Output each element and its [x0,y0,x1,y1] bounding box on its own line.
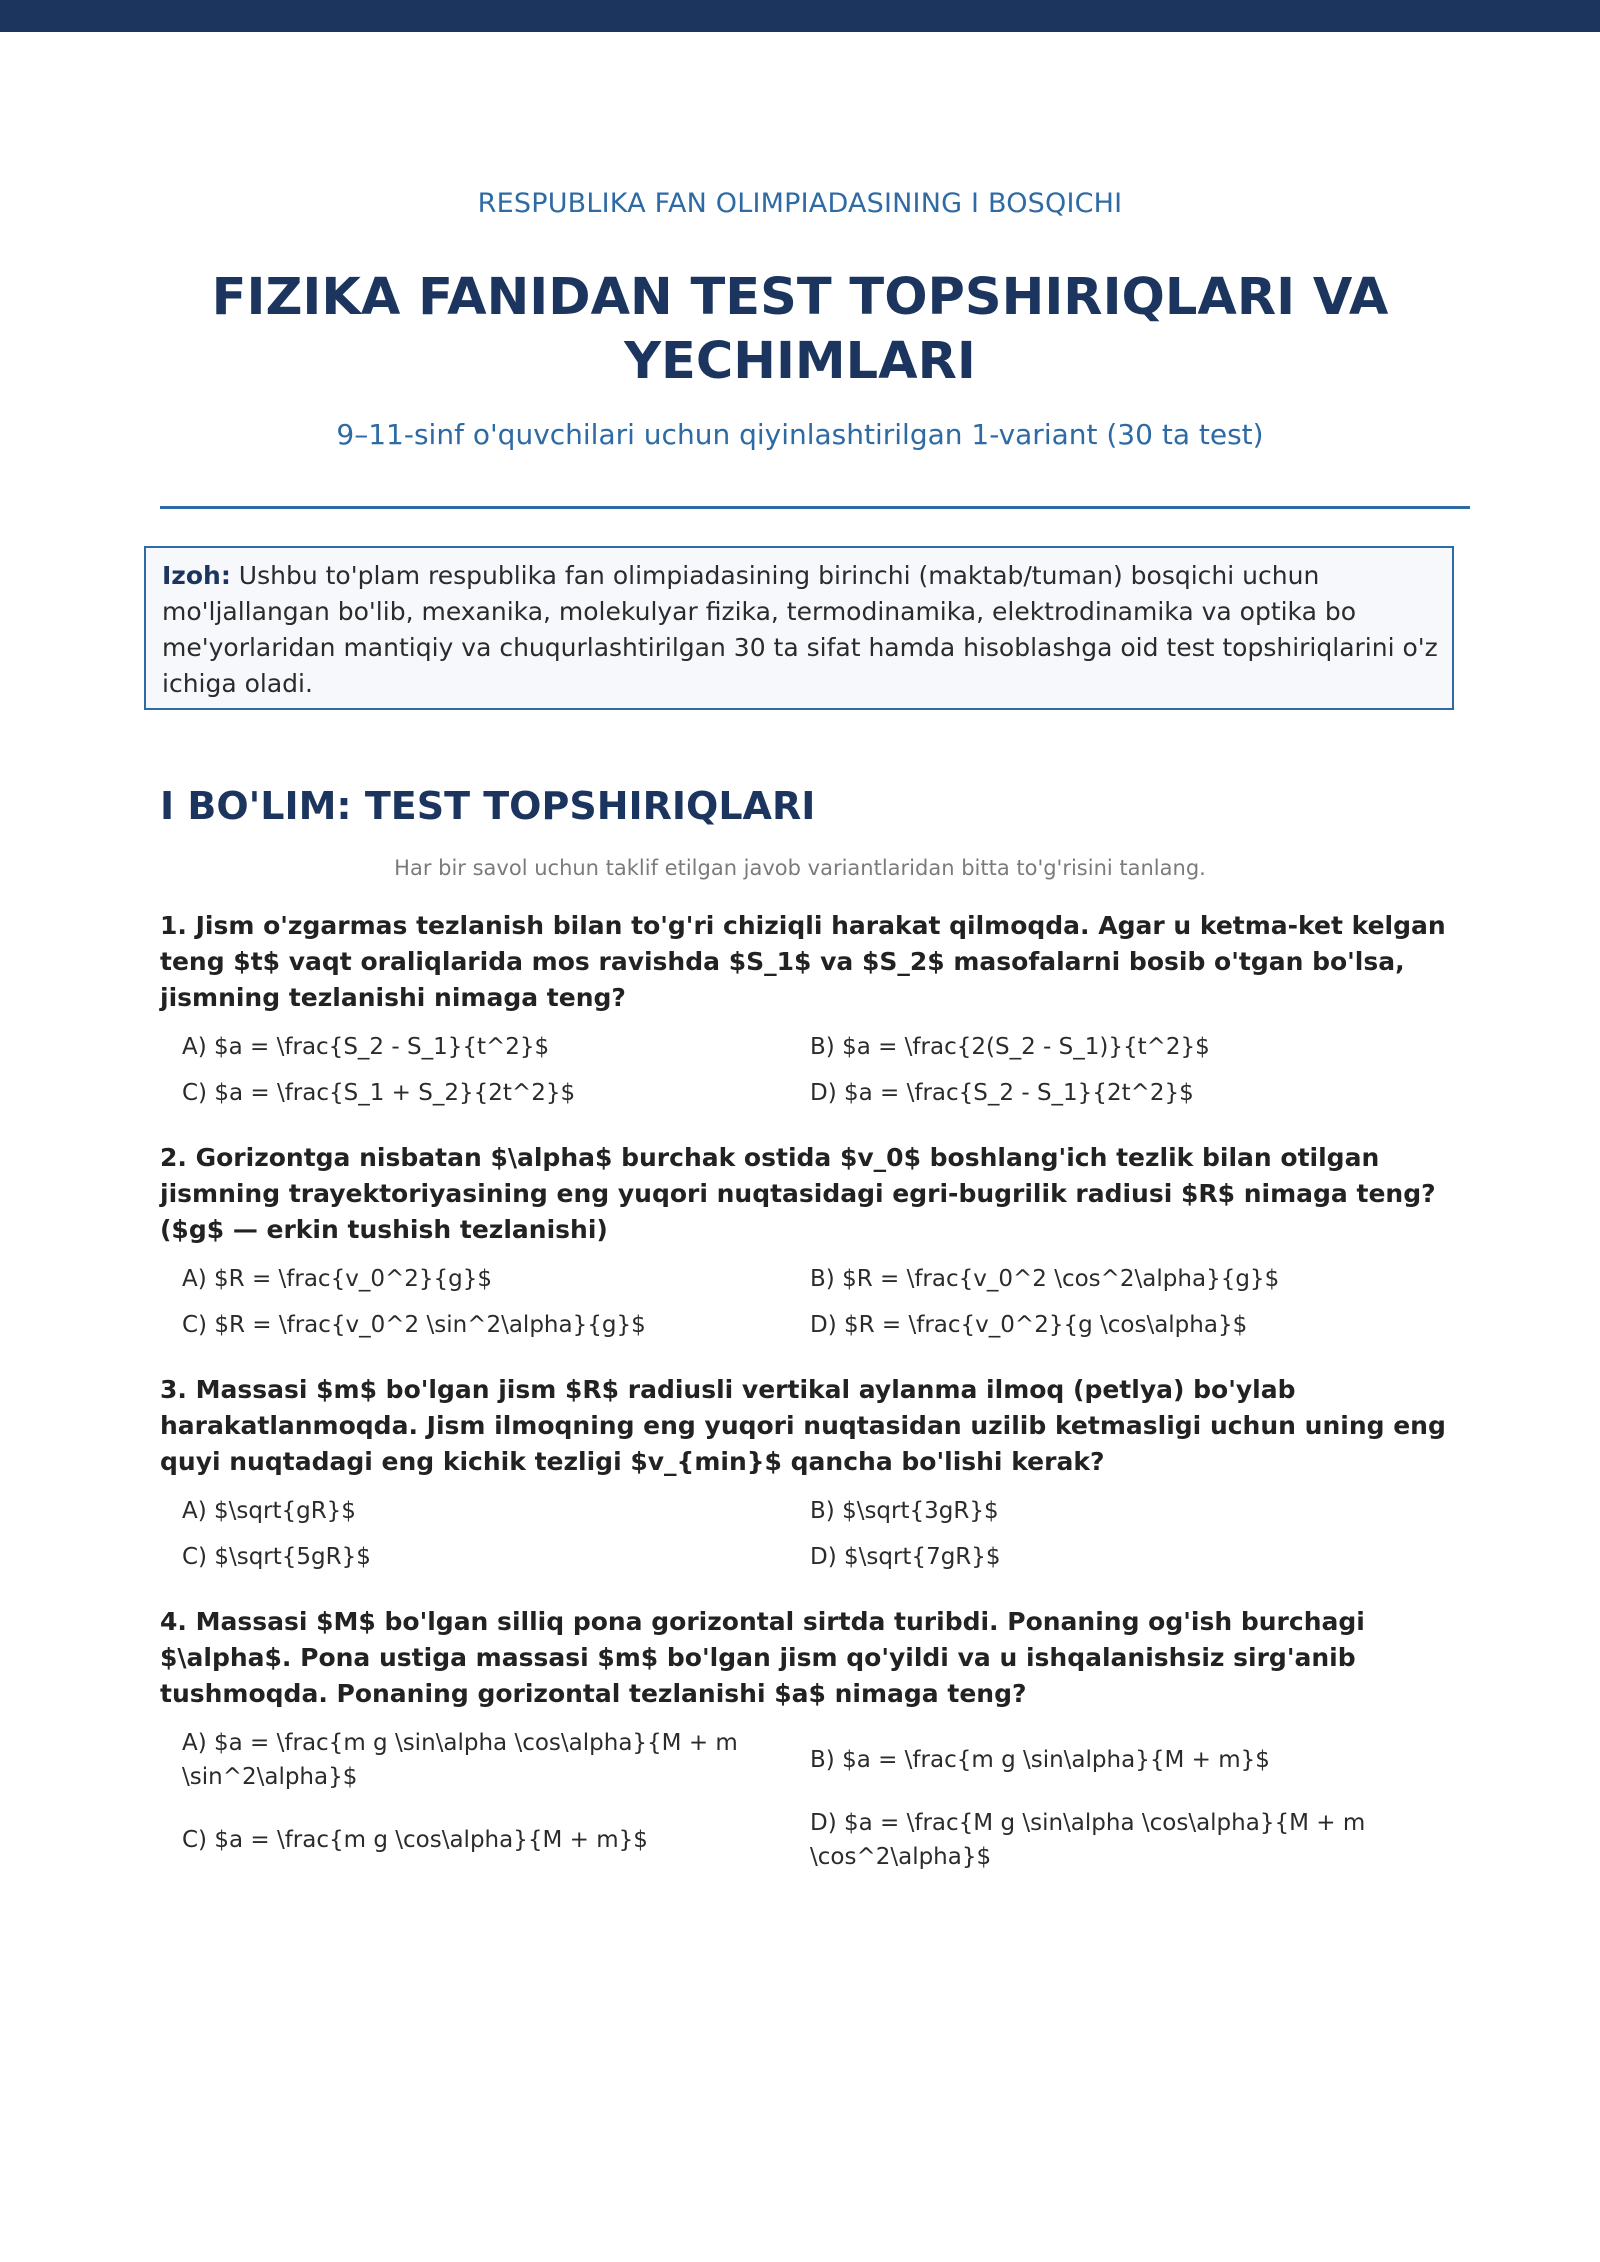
option-d: D) $R = \frac{v_0^2}{g \cos\alpha}$ [810,1312,1248,1338]
option-a: A) $\sqrt{gR}$ [182,1498,356,1524]
option-d: D) $a = \frac{S_2 - S_1}{2t^2}$ [810,1080,1194,1106]
section-title: I BO'LIM: TEST TOPSHIRIQLARI [160,784,816,828]
option-b: B) $R = \frac{v_0^2 \cos^2\alpha}{g}$ [810,1266,1280,1292]
question-3 [160,1372,1460,1570]
option-b: B) $a = \frac{m g \sin\alpha}{M + m}$ [810,1747,1270,1773]
option-d: D) $a = \frac{M g \sin\alpha \cos\alpha}{M + m \cos^2\alpha}$ [810,1810,1366,1870]
header-divider [160,506,1470,509]
note-box [144,546,1454,710]
option-c: C) $a = \frac{S_1 + S_2}{2t^2}$ [182,1080,576,1106]
option-d: D) $\sqrt{7gR}$ [810,1544,1001,1570]
section-instruction: Har bir savol uchun taklif etilgan javob variantlaridan bitta to'g'risini tanlang. [394,856,1206,880]
document-title: FIZIKA FANIDAN TEST TOPSHIRIQLARI VA YECHIMLARI [211,268,1389,391]
option-a: A) $a = \frac{m g \sin\alpha \cos\alpha}{M + m \sin^2\alpha}$ [182,1730,738,1790]
option-c: C) $a = \frac{m g \cos\alpha}{M + m}$ [182,1827,648,1853]
note-label: Izoh: [162,561,231,590]
option-b: B) $\sqrt{3gR}$ [810,1498,999,1524]
olympiad-stage-heading: RESPUBLIKA FAN OLIMPIADASINING I BOSQICHI [477,188,1123,219]
question-text: 4. Massasi $M$ bo'lgan silliq pona gorizontal sirtda turibdi. Ponaning og'ish burchagi $\alpha$. Pona ustiga massasi $m$ bo'lgan jism qo'yildi va u ishqalanishsiz sirg'anib tushmoqda. Ponaning gorizontal tezlanishi $a$ nimaga teng? [160,1607,1365,1708]
option-a: A) $R = \frac{v_0^2}{g}$ [182,1266,492,1292]
option-c: C) $R = \frac{v_0^2 \sin^2\alpha}{g}$ [182,1312,646,1338]
question-text: 2. Gorizontga nisbatan $\alpha$ burchak ostida $v_0$ boshlang'ich tezlik bilan otilgan jismning trayektoriyasining eng yuqori nuqtasidagi egri-bugrilik radiusi $R$ nimaga teng? ($g$ — erkin tushish tezlanishi) [160,1143,1436,1244]
question-2 [160,1140,1460,1338]
option-b: B) $a = \frac{2(S_2 - S_1)}{t^2}$ [810,1034,1210,1060]
question-4 [160,1604,1460,1870]
note-text: Ushbu to'plam respublika fan olimpiadasining birinchi (maktab/tuman) bosqichi uchun mo'ljallangan bo'lib, mexanika, molekulyar fizika, termodinamika, elektrodinamika va optika bo me'yorlaridan mantiqiy va chuqurlashtirilgan 30 ta sifat hamda hisoblashga oid test topshiriqlarini o'z ichiga oladi. [162,561,1438,698]
top-banner-bar [0,0,1600,32]
question-text: 3. Massasi $m$ bo'lgan jism $R$ radiusli vertikal aylanma ilmoq (petlya) bo'ylab harakatlanmoqda. Jism ilmoqning eng yuqori nuqtasidan uzilib ketmasligi uchun uning eng quyi nuqtadagi eng kichik tezligi $v_{min}$ qancha bo'lishi kerak? [160,1375,1446,1476]
question-text: 1. Jism o'zgarmas tezlanish bilan to'g'ri chiziqli harakat qilmoqda. Agar u ketma-ket kelgan teng $t$ vaqt oraliqlarida mos ravishda $S_1$ va $S_2$ masofalarni bosib o'tgan bo'lsa, jismning tezlanishi nimaga teng? [160,911,1446,1012]
document-subtitle: 9–11-sinf o'quvchilari uchun qiyinlashtirilgan 1-variant (30 ta test) [336,418,1264,451]
option-a: A) $a = \frac{S_2 - S_1}{t^2}$ [182,1034,550,1060]
option-c: C) $\sqrt{5gR}$ [182,1544,371,1570]
question-1 [160,908,1460,1106]
